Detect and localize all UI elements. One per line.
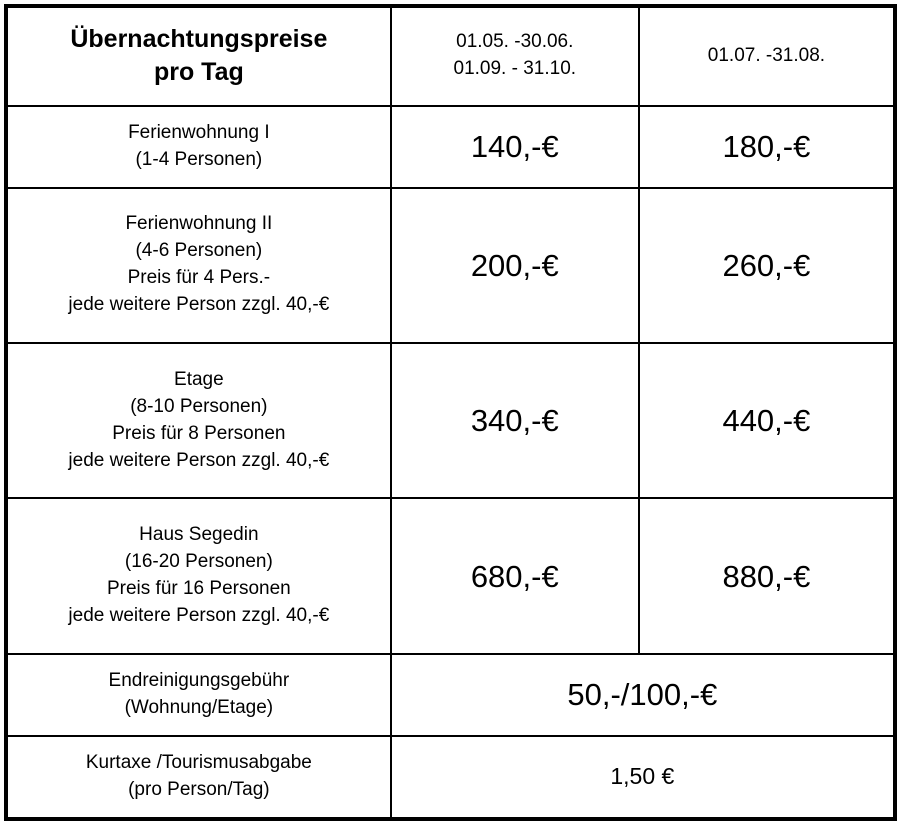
price-ferienwohnung-1-period-1: 140,-€	[391, 106, 639, 188]
row-label-endreinigungsgebuehr	[6, 654, 391, 736]
period-2-line-1: 01.07. -31.08.	[707, 44, 826, 66]
table-title-line-2: pro Tag	[153, 58, 244, 87]
period-1-line-2: 01.09. - 31.10.	[453, 58, 577, 80]
row-label-ferienwohnung-1	[6, 106, 391, 188]
price-etage-period-1: 340,-€	[391, 343, 639, 498]
table-row	[6, 106, 895, 188]
label-line: (4-6 Personen)	[135, 240, 263, 262]
period-1-header-cell	[391, 6, 639, 106]
table-header-row	[6, 6, 895, 106]
price-ferienwohnung-2-period-2: 260,-€	[639, 188, 895, 343]
label-line: (16-20 Personen)	[124, 551, 273, 573]
price-haus-segedin-period-2: 880,-€	[639, 498, 895, 653]
label-line: (pro Person/Tag)	[128, 778, 270, 800]
label-line: Preis für 8 Personen	[112, 422, 286, 444]
label-line: Ferienwohnung II	[125, 213, 273, 235]
overnight-price-table	[4, 4, 897, 821]
table-row	[6, 343, 895, 498]
price-endreinigungsgebuehr: 50,-/100,-€	[391, 654, 895, 736]
period-1-line-1: 01.05. -30.06.	[456, 31, 574, 53]
label-line: (8-10 Personen)	[130, 395, 268, 417]
label-line: (Wohnung/Etage)	[124, 696, 274, 718]
label-line: jede weitere Person zzgl. 40,-€	[68, 605, 330, 627]
price-haus-segedin-period-1: 680,-€	[391, 498, 639, 653]
label-line: Haus Segedin	[139, 524, 259, 546]
price-etage-period-2: 440,-€	[639, 343, 895, 498]
table-row	[6, 498, 895, 653]
label-line: Ferienwohnung I	[128, 121, 270, 143]
row-label-ferienwohnung-2	[6, 188, 391, 343]
price-ferienwohnung-2-period-1: 200,-€	[391, 188, 639, 343]
period-2-header-cell	[639, 6, 895, 106]
table-row	[6, 736, 895, 819]
row-label-haus-segedin	[6, 498, 391, 653]
row-label-kurtaxe	[6, 736, 391, 819]
price-kurtaxe: 1,50 €	[391, 736, 895, 819]
table-row	[6, 188, 895, 343]
label-line: Etage	[174, 368, 224, 390]
label-line: (1-4 Personen)	[135, 148, 263, 170]
row-label-etage	[6, 343, 391, 498]
price-ferienwohnung-1-period-2: 180,-€	[639, 106, 895, 188]
label-line: Endreinigungsgebühr	[108, 669, 290, 691]
table-title-line-1: Übernachtungspreise	[70, 25, 328, 54]
label-line: Preis für 16 Personen	[106, 578, 291, 600]
label-line: Preis für 4 Pers.-	[127, 267, 271, 289]
label-line: Kurtaxe /Tourismusabgabe	[85, 751, 312, 773]
table-title-cell	[6, 6, 391, 106]
label-line: jede weitere Person zzgl. 40,-€	[68, 294, 330, 316]
table-row	[6, 654, 895, 736]
label-line: jede weitere Person zzgl. 40,-€	[68, 449, 330, 471]
